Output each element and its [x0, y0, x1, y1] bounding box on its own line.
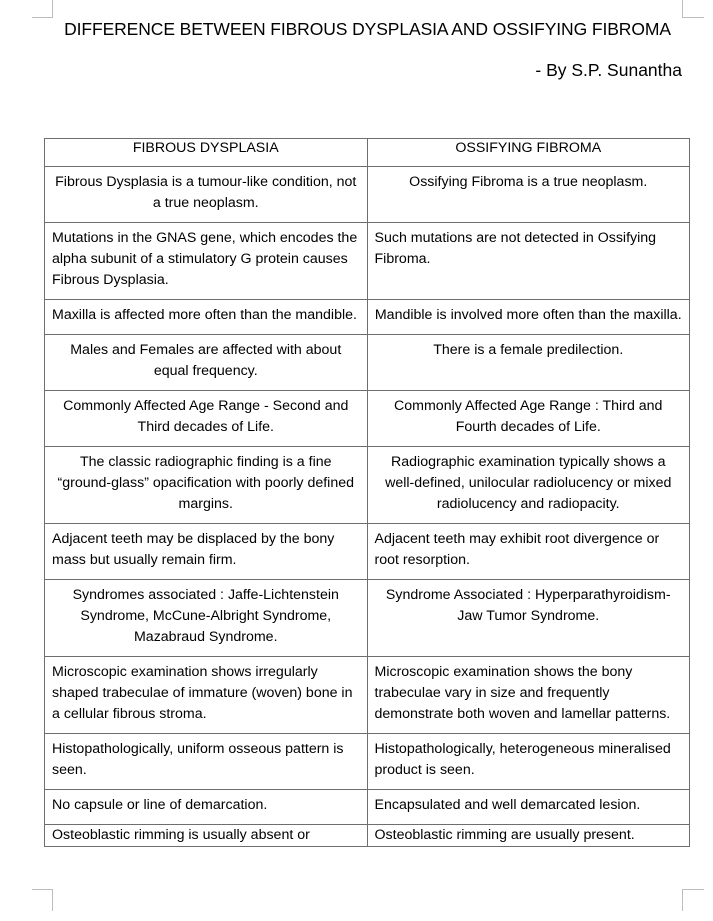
cell-of-capsule: Encapsulated and well demarcated lesion.	[367, 790, 690, 825]
cell-fd-histopathology: Histopathologically, uniform osseous pattern is seen.	[45, 734, 368, 790]
crop-mark-bottom-left	[32, 889, 53, 890]
document-title	[0, 19, 713, 40]
cell-fd-syndromes: Syndromes associated : Jaffe-Lichtenstein Syndrome, McCune-Albright Syndrome, Mazabraud Syndrome.	[45, 580, 368, 657]
table-row	[45, 223, 690, 300]
table-row	[45, 524, 690, 580]
crop-mark-bottom-right	[682, 889, 704, 890]
cell-fd-rimming: Osteoblastic rimming is usually absent or	[45, 825, 368, 847]
table-row	[45, 300, 690, 335]
table-row	[45, 657, 690, 734]
crop-mark-bottom-right-vertical	[682, 889, 683, 911]
table-header-row	[45, 139, 690, 167]
table-row	[45, 580, 690, 657]
cell-of-radiograph: Radiographic examination typically shows a well-defined, unilocular radiolucency or mixed radiolucency and radiopacity.	[367, 447, 690, 524]
cell-of-mutation: Such mutations are not detected in Ossifying Fibroma.	[367, 223, 690, 300]
header-fibrous-dysplasia: FIBROUS DYSPLASIA	[45, 139, 368, 167]
crop-mark-top-right	[682, 17, 704, 18]
crop-mark-top-right-vertical	[682, 0, 683, 18]
cell-of-rimming: Osteoblastic rimming are usually present.	[367, 825, 690, 847]
cell-fd-site: Maxilla is affected more often than the mandible.	[45, 300, 368, 335]
document-title-text: DIFFERENCE BETWEEN FIBROUS DYSPLASIA AND OSSIFYING FIBROMA	[64, 19, 671, 39]
table-row	[45, 391, 690, 447]
cell-of-histopathology: Histopathologically, heterogeneous mineralised product is seen.	[367, 734, 690, 790]
crop-mark-top-left	[32, 17, 53, 18]
cell-fd-nature: Fibrous Dysplasia is a tumour-like condition, not a true neoplasm.	[45, 167, 368, 223]
cell-fd-microscopy: Microscopic examination shows irregularly shaped trabeculae of immature (woven) bone in a cellular fibrous stroma.	[45, 657, 368, 734]
author-byline: - By S.P. Sunantha	[535, 60, 682, 80]
crop-mark-top-left-vertical	[52, 0, 53, 18]
table-row	[45, 167, 690, 223]
table-row	[45, 734, 690, 790]
table-row	[45, 335, 690, 391]
table-row	[45, 447, 690, 524]
cell-fd-teeth: Adjacent teeth may be displaced by the bony mass but usually remain firm.	[45, 524, 368, 580]
cell-of-age: Commonly Affected Age Range : Third and Fourth decades of Life.	[367, 391, 690, 447]
cell-of-teeth: Adjacent teeth may exhibit root divergence or root resorption.	[367, 524, 690, 580]
cell-of-site: Mandible is involved more often than the maxilla.	[367, 300, 690, 335]
cell-of-nature: Ossifying Fibroma is a true neoplasm.	[367, 167, 690, 223]
table-row	[45, 790, 690, 825]
cell-of-sex: There is a female predilection.	[367, 335, 690, 391]
cell-fd-radiograph: The classic radiographic finding is a fine “ground-glass” opacification with poorly defined margins.	[45, 447, 368, 524]
cell-fd-age: Commonly Affected Age Range - Second and Third decades of Life.	[45, 391, 368, 447]
crop-mark-bottom-left-vertical	[52, 889, 53, 911]
cell-fd-capsule: No capsule or line of demarcation.	[45, 790, 368, 825]
table-row	[45, 825, 690, 847]
header-ossifying-fibroma: OSSIFYING FIBROMA	[367, 139, 690, 167]
cell-of-microscopy: Microscopic examination shows the bony trabeculae vary in size and frequently demonstrate both woven and lamellar patterns.	[367, 657, 690, 734]
cell-fd-mutation: Mutations in the GNAS gene, which encodes the alpha subunit of a stimulatory G protein causes Fibrous Dysplasia.	[45, 223, 368, 300]
comparison-table	[44, 138, 690, 847]
cell-fd-sex: Males and Females are affected with about equal frequency.	[45, 335, 368, 391]
cell-of-syndromes: Syndrome Associated : Hyperparathyroidism-Jaw Tumor Syndrome.	[367, 580, 690, 657]
